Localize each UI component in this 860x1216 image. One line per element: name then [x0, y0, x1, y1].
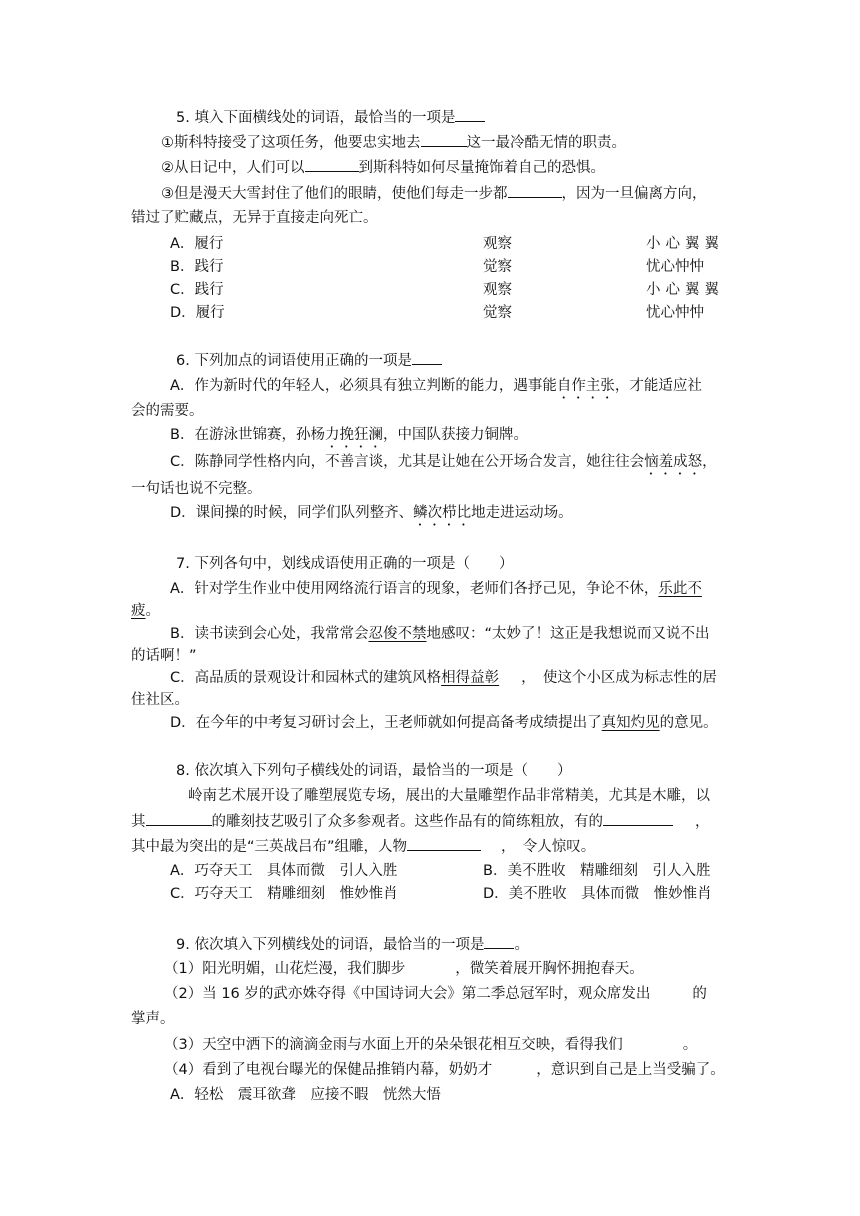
q6-option-b: B．在游泳世锦赛，孙杨力挽狂澜，中国队获接力铜牌。 — [170, 427, 528, 443]
fill-blank — [421, 131, 467, 147]
q8-option-d: D．美不胜收 具体而微 惟妙惟肖 — [483, 886, 712, 902]
q8-option-a: A．巧夺天工 具体而微 引人入胜 — [170, 863, 398, 879]
q7-option-d: D．在今年的中考复习研讨会上，王老师就如何提高备考成绩提出了真知灼见的意见。 — [170, 715, 718, 731]
q8-option-c: C．巧夺天工 精雕细刻 惟妙惟肖 — [170, 886, 398, 902]
q5-option-c-b: 观察 — [483, 282, 512, 298]
q9-stem: 9. 依次填入下列横线处的词语，最恰当的一项是 。 — [176, 933, 529, 956]
q9-sentence-3: （3）天空中洒下的滴滴金雨与水面上开的朵朵银花相互交映，看得我们 。 — [164, 1037, 698, 1053]
q7-option-a-cont: 疲。 — [131, 603, 160, 619]
answer-blank — [412, 349, 442, 365]
q8-passage-1: 岭南艺术展开设了雕塑展览专场，展出的大量雕塑作品非常精美，尤其是木雕，以 — [188, 788, 710, 804]
q5-option-b-b: 觉察 — [483, 259, 512, 275]
q7-stem: 7. 下列各句中，划线成语使用正确的一项是（ ） — [176, 556, 514, 572]
q6-option-a-cont: 会的需要。 — [131, 403, 204, 419]
fill-blank — [603, 810, 673, 826]
q5-sentence-2: ②从日记中，人们可以 到斯科特如何尽量掩饰着自己的恐惧。 — [161, 156, 605, 179]
q5-option-b-c: 忧心忡忡 — [646, 259, 704, 275]
q5-option-d-b: 觉察 — [483, 305, 512, 321]
q5-option-a-b: 观察 — [483, 236, 512, 252]
q7-option-c-cont: 住社区。 — [131, 692, 189, 708]
q7-option-a: A．针对学生作业中使用网络流行语言的现象，老师们各抒己见，争论不休，乐此不 — [170, 581, 702, 597]
q6-option-a: A．作为新时代的年轻人，必须具有独立判断的能力，遇事能自作主张，才能适应社 — [170, 378, 702, 394]
q6-option-c-cont: 一句话也说不完整。 — [131, 481, 262, 497]
q9-sentence-2-cont: 掌声。 — [131, 1011, 175, 1027]
q5-stem: 5. 填入下面横线处的词语，最恰当的一项是 — [176, 106, 485, 129]
fill-blank — [305, 156, 359, 172]
q8-passage-3: 其中最为突出的是“三英战吕布”组雕，人物 ， 令人惊叹。 — [131, 835, 595, 858]
q5-option-b: B．践行 — [170, 259, 224, 275]
fill-blank — [508, 182, 562, 198]
q8-passage-2: 其 的雕刻技艺吸引了众多参观者。这些作品有的简练粗放，有的 ， — [131, 810, 710, 833]
q5-sentence-3: ③但是漫天大雪封住了他们的眼睛，使他们每走一步都 ，因为一旦偏离方向， — [161, 182, 707, 205]
q7-option-b-cont: 的话啊！” — [131, 648, 197, 664]
q5-sentence-1: ①斯科特接受了这项任务，他要忠实地去 这一最冷酷无情的职责。 — [161, 131, 626, 154]
q7-option-b: B．读书读到会心处，我常常会忍俊不禁地感叹：“太妙了！这正是我想说而又说不出 — [170, 626, 710, 642]
fill-blank — [146, 810, 212, 826]
q9-sentence-2: （2）当 16 岁的武亦姝夺得《中国诗词大会》第二季总冠军时，观众席发出 的 — [164, 986, 707, 1002]
q8-option-b: B．美不胜收 精雕细刻 引人入胜 — [483, 863, 711, 879]
q6-option-d: D．课间操的时候，同学们队列整齐、鳞次栉比地走进运动场。 — [170, 505, 573, 521]
q9-sentence-1: （1）阳光明媚，山花烂漫，我们脚步 ，微笑着展开胸怀拥抱春天。 — [164, 961, 644, 977]
q5-option-a: A．履行 — [170, 236, 224, 252]
answer-blank — [484, 933, 514, 949]
q5-option-d: D．履行 — [170, 305, 225, 321]
q5-option-c: C．践行 — [170, 282, 224, 298]
q7-option-c: C．高品质的景观设计和园林式的建筑风格相得益彰 ， 使这个小区成为标志性的居 — [170, 670, 717, 686]
q8-stem: 8. 依次填入下列句子横线处的词语，最恰当的一项是（ ） — [176, 763, 572, 779]
q6-option-c: C．陈静同学性格内向，不善言谈，尤其是让她在公开场合发言，她往往会恼羞成怒， — [170, 454, 717, 470]
answer-blank — [455, 106, 485, 122]
q9-sentence-4: （4）看到了电视台曝光的保健品推销内幕，奶奶才 ，意识到自己是上当受骗了。 — [164, 1062, 725, 1078]
q5-option-c-c: 小心翼翼 — [646, 282, 724, 298]
q5-option-a-c: 小心翼翼 — [646, 236, 724, 252]
q5-option-d-c: 忧心忡忡 — [646, 305, 704, 321]
fill-blank — [407, 835, 481, 851]
q6-stem: 6. 下列加点的词语使用正确的一项是 — [176, 349, 442, 372]
q9-option-a: A．轻松 震耳欲聋 应接不暇 恍然大悟 — [170, 1087, 441, 1103]
q5-sentence-3-cont: 错过了贮藏点，无异于直接走向死亡。 — [131, 210, 378, 226]
